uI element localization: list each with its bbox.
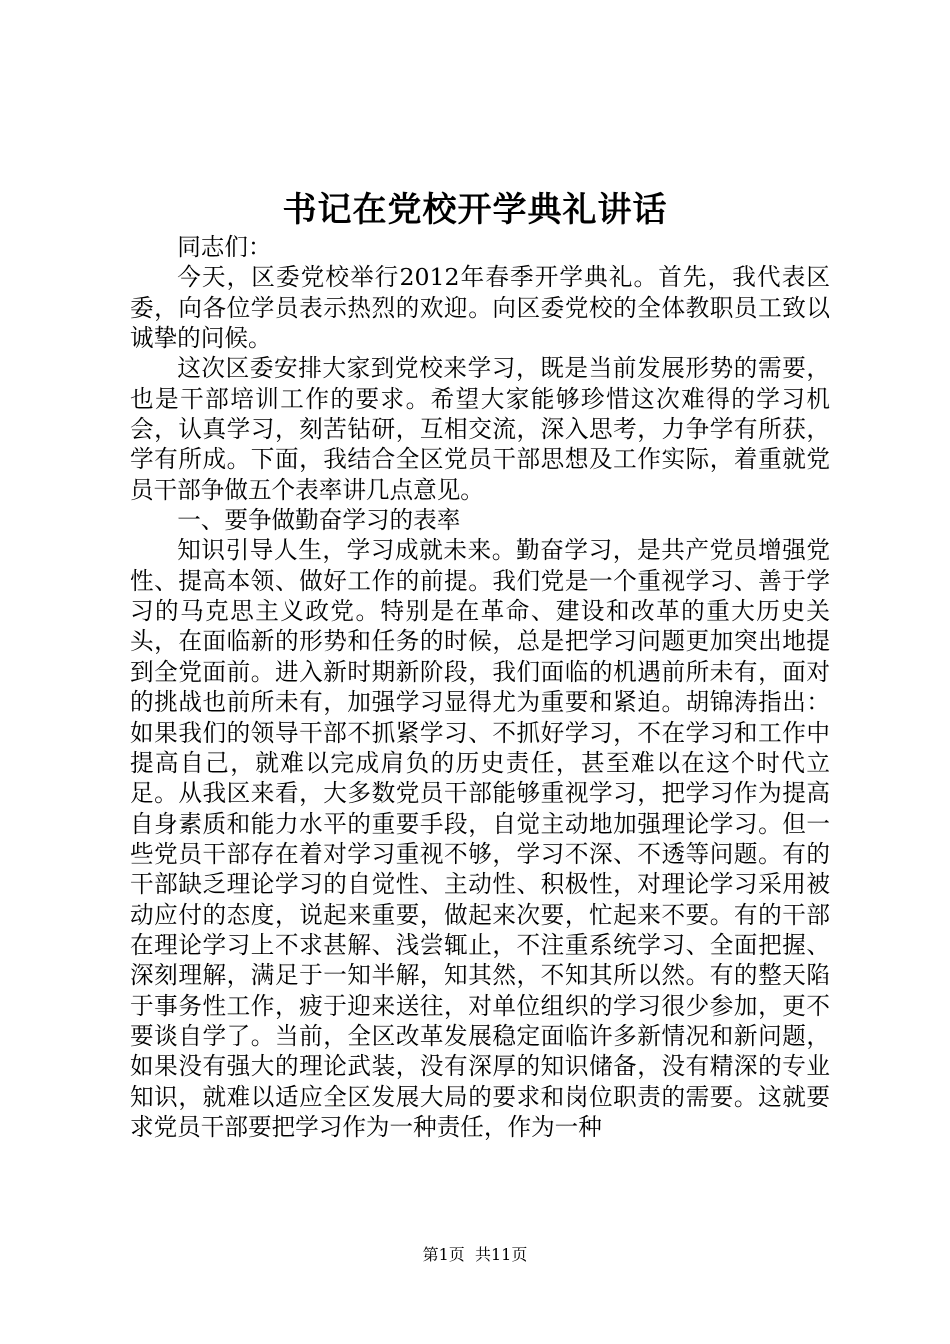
document-body	[130, 232, 830, 1142]
page-total: 共11页	[474, 1245, 528, 1264]
paragraph-study: 知识引导人生，学习成就未来。勤奋学习，是共产党员增强党性、提高本领、做好工作的前提。我们党是一个重视学习、善于学习的马克思主义政党。特别是在革命、建设和改革的重大历史关头，在面临新的形势和任务的时候，总是把学习问题更加突出地提到全党面前。进入新时期新阶段，我们面临的机遇前所未有，面对的挑战也前所未有，加强学习显得尤为重要和紧迫。胡锦涛指出：如果我们的领导干部不抓紧学习、不抓好学习，不在学习和工作中提高自己，就难以完成肩负的历史责任，甚至难以在这个时代立足。从我区来看，大多数党员干部能够重视学习，把学习作为提高自身素质和能力水平的重要手段，自觉主动地加强理论学习。但一些党员干部存在着对学习重视不够，学习不深、不透等问题。有的干部缺乏理论学习的自觉性、主动性、积极性，对理论学习采用被动应付的态度，说起来重要，做起来次要，忙起来不要。有的干部在理论学习上不求甚解、浅尝辄止，不注重系统学习、全面把握、深刻理解，满足于一知半解，知其然，不知其所以然。有的整天陷于事务性工作，疲于迎来送往，对单位组织的学习很少参加，更不要谈自学了。当前，全区改革发展稳定面临许多新情况和新问题，如果没有强大的理论武装，没有深厚的知识储备，没有精深的专业知识，就难以适应全区发展大局的要求和岗位职责的需要。这就要求党员干部要把学习作为一种责任，作为一种	[130, 536, 830, 1141]
section-heading-1: 一、要争做勤奋学习的表率	[177, 506, 461, 535]
paragraph-salutation: 同志们：	[177, 233, 272, 261]
document-title: 书记在党校开学典礼讲话	[282, 190, 668, 230]
page-footer	[0, 1243, 950, 1267]
paragraph-welcome: 今天，区委党校举行2012年春季开学典礼。首先，我代表区委，向各位学员表示热烈的欢迎。向区委党校的全体教职员工致以诚挚的问候。	[130, 263, 830, 353]
paragraph-purpose: 这次区委安排大家到党校来学习，既是当前发展形势的需要，也是干部培训工作的要求。希望大家能够珍惜这次难得的学习机会，认真学习，刻苦钻研，互相交流，深入思考，力争学有所获，学有所成。下面，我结合全区党员干部思想及工作实际，着重就党员干部争做五个表率讲几点意见。	[130, 354, 830, 504]
page-number: 第1页	[422, 1245, 465, 1264]
